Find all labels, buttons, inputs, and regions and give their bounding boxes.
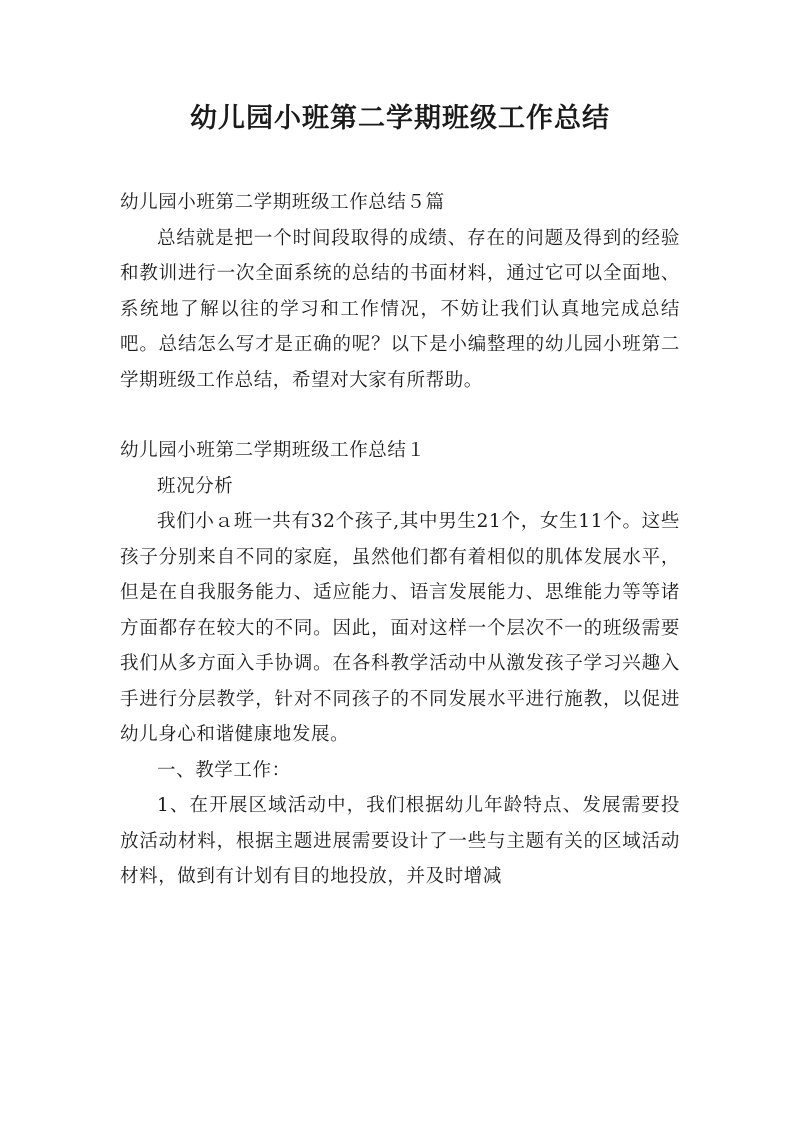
teaching-item-1: 1、在开展区域活动中，我们根据幼儿年龄特点、发展需要投放活动材料，根据主题进展需要设计了一些与主题有关的区域活动材料，做到有计划有目的地投放，并及时增减 xyxy=(120,795,680,887)
document-body xyxy=(120,185,680,895)
class-analysis-paragraph: 我们小ａ班一共有32个孩子,其中男生21个，女生11个。这些孩子分别来自不同的家庭，虽然他们都有着相似的肌体发展水平，但是在自我服务能力、适应能力、语言发展能力、思维能力等等诸方面都存在较大的不同。因此，面对这样一个层次不一的班级需要我们从多方面入手协调。在各科教学活动中从激发孩子学习兴趣入手进行分层教学，针对不同孩子的不同发展水平进行施教，以促进幼儿身心和谐健康地发展。 xyxy=(120,511,680,745)
paragraph-gap xyxy=(120,398,680,433)
teaching-heading: 一、教学工作： xyxy=(157,759,291,781)
document-title: 幼儿园小班第二学期班级工作总结 xyxy=(190,103,610,134)
class-analysis-heading: 班况分析 xyxy=(157,475,234,497)
intro-paragraph: 总结就是把一个时间段取得的成绩、存在的问题及得到的经验和教训进行一次全面系统的总结的书面材料，通过它可以全面地、系统地了解以往的学习和工作情况，不妨让我们认真地完成总结吧。总结怎么写才是正确的呢？以下是小编整理的幼儿园小班第二学期班级工作总结，希望对大家有所帮助。 xyxy=(120,227,680,391)
section-heading: 幼儿园小班第二学期班级工作总结１ xyxy=(120,440,426,461)
document-subtitle: 幼儿园小班第二学期班级工作总结５篇 xyxy=(120,192,445,213)
